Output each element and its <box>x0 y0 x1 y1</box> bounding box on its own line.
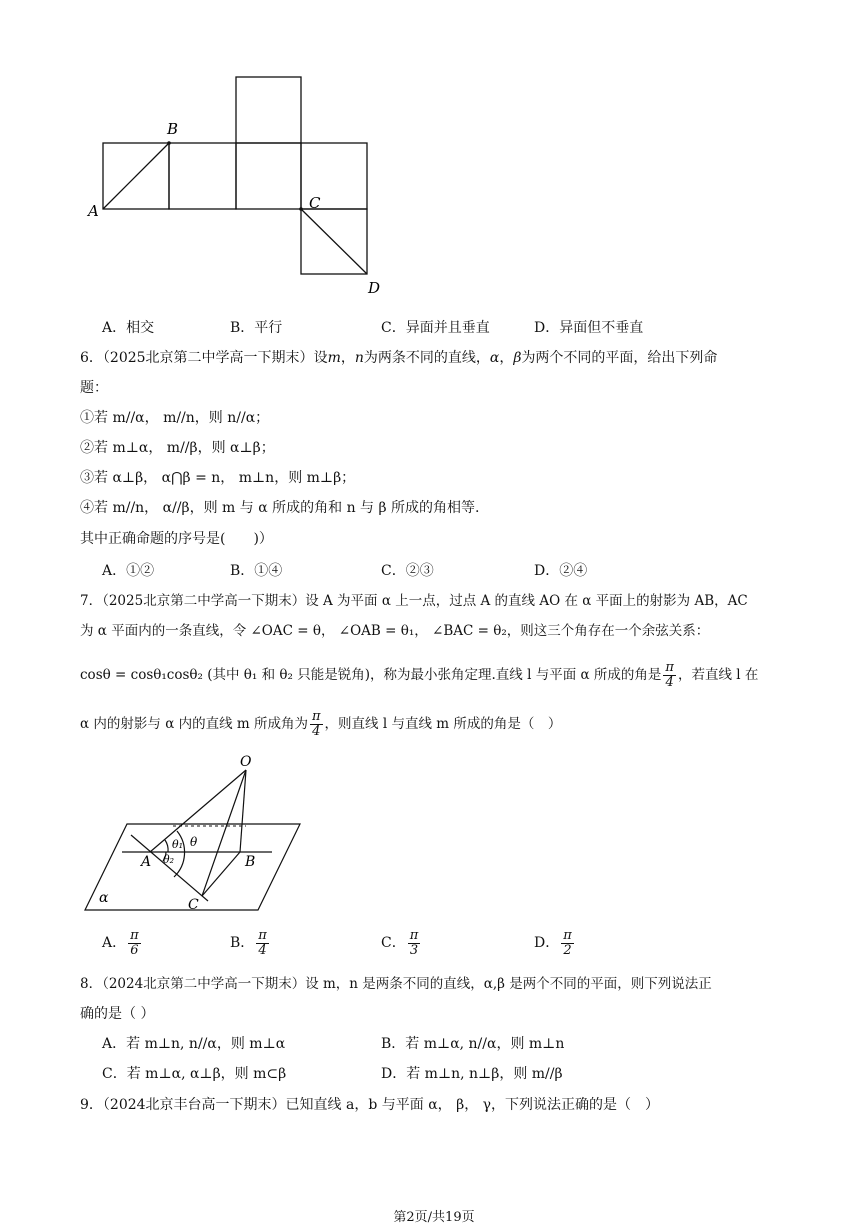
fraction-pi-over-4: $\frac{\pi}{4}$ <box>665 660 674 690</box>
q6-proposition-3: ③若 α⊥β， α⋂β = n， m⊥n，则 m⊥β； <box>80 470 356 486</box>
q7-option-c[interactable]: C． $\frac{\pi}{3}$ <box>381 927 419 958</box>
label-c: C <box>309 194 321 212</box>
q6-stem-line1: 6．（2025北京第二中学高一下期末）设m，n为两条不同的直线，α，β为两个不同的平面，给出下列命 <box>80 350 718 366</box>
q7-stem-line2: 为 α 平面内的一条直线，令 ∠OAC = θ， ∠OAB = θ₁， ∠BAC = θ₂，则这三个角存在一个余弦关系： <box>80 623 710 639</box>
segment-cb <box>202 852 240 896</box>
fraction-pi-over-4: $\frac{\pi}{4}$ <box>312 709 321 739</box>
segment-ab <box>103 143 169 209</box>
q6-option-b[interactable]: B．①④ <box>230 563 283 579</box>
q7-option-a[interactable]: A． $\frac{\pi}{6}$ <box>102 927 139 958</box>
page-number: 第2页/共19页 <box>393 1210 475 1225</box>
q8-option-a[interactable]: A．若 m⊥n, n//α，则 m⊥α <box>102 1036 286 1052</box>
q5-option-b[interactable]: B．平行 <box>230 320 283 336</box>
label-b: B <box>167 120 179 138</box>
q8-stem-line2: 确的是（ ） <box>80 1006 155 1022</box>
label-b: B <box>245 854 256 870</box>
q6-stem-line2: 题： <box>80 380 108 396</box>
label-theta: θ <box>190 835 198 849</box>
arc-theta1 <box>165 840 168 852</box>
q7-stem-line4: α 内的射影与 α 内的直线 m 所成角为 $\frac{\pi}{4}$ ，则直线 l 与直线 m 所成的角是（ ） <box>80 709 562 739</box>
q5-option-a[interactable]: A．相交 <box>102 320 155 336</box>
angle-theorem-figure <box>80 750 310 915</box>
q5-option-c[interactable]: C．异面并且垂直 <box>381 320 490 336</box>
q6-proposition-1: ①若 m//α， m//n，则 n//α； <box>80 410 270 426</box>
q7-stem-line3: cosθ = cosθ₁cosθ₂ (其中 θ₁ 和 θ₂ 只能是锐角)，称为最小张角定理.直线 l 与平面 α 所成的角是 $\frac{\pi}{4}$ ，若直线 l 在 <box>80 660 759 690</box>
q6-option-c[interactable]: C．②③ <box>381 563 434 579</box>
label-theta1: θ₁ <box>172 838 184 851</box>
segment-cd <box>301 209 367 274</box>
q6-option-a[interactable]: A．①② <box>102 563 155 579</box>
label-alpha: α <box>99 890 109 906</box>
q8-stem-line1: 8．（2024北京第二中学高一下期末）设 m，n 是两条不同的直线，α,β 是两个不同的平面，则下列说法正 <box>80 976 712 992</box>
label-a: A <box>88 202 99 220</box>
q6-question: 其中正确命题的序号是( )） <box>80 531 273 547</box>
label-c: C <box>188 897 199 913</box>
q6-option-d[interactable]: D．②④ <box>534 563 588 579</box>
cube-net-figure <box>85 70 405 305</box>
q7-option-d[interactable]: D． $\frac{\pi}{2}$ <box>534 927 572 958</box>
q8-option-b[interactable]: B．若 m⊥α, n//α，则 m⊥n <box>381 1036 565 1052</box>
label-d: D <box>368 279 381 297</box>
q7-option-b[interactable]: B． $\frac{\pi}{4}$ <box>230 927 267 958</box>
q6-proposition-4: ④若 m//n， α//β，则 m 与 α 所成的角和 n 与 β 所成的角相等. <box>80 500 480 516</box>
q8-option-d[interactable]: D．若 m⊥n, n⊥β，则 m//β <box>381 1066 563 1082</box>
q7-stem-line1: 7．（2025北京第二中学高一下期末）设 A 为平面 α 上一点，过点 A 的直线 AO 在 α 平面上的射影为 AB，AC <box>80 593 748 609</box>
label-a: A <box>141 854 152 870</box>
q9-stem-line1: 9．（2024北京丰台高一下期末）已知直线 a，b 与平面 α， β， γ，下列说法正确的是（ ） <box>80 1097 660 1113</box>
q5-option-d[interactable]: D．异面但不垂直 <box>534 320 644 336</box>
q8-option-c[interactable]: C．若 m⊥α, α⊥β，则 m⊂β <box>102 1066 287 1082</box>
segment-ob <box>240 770 246 852</box>
label-o: O <box>240 754 252 770</box>
q6-proposition-2: ②若 m⊥α， m//β，则 α⊥β； <box>80 440 275 456</box>
label-theta2: θ₂ <box>163 853 175 866</box>
